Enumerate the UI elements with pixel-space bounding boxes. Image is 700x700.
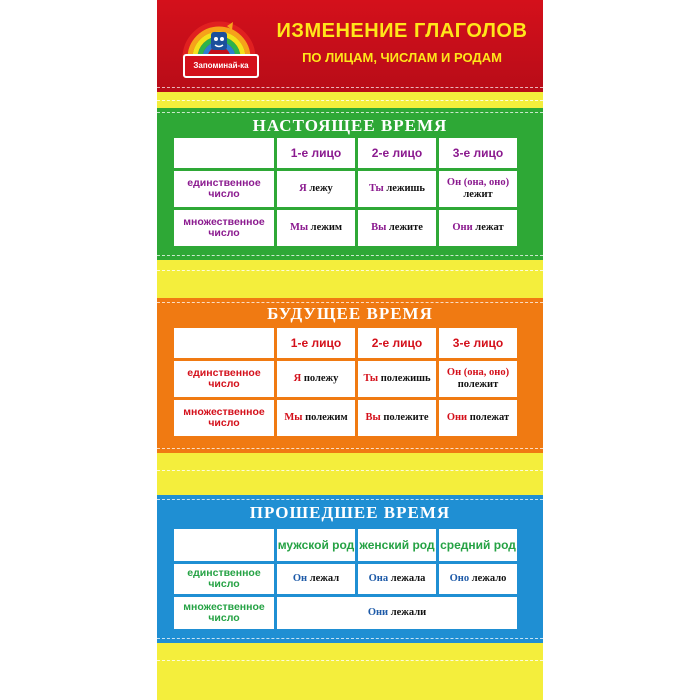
corner-cell xyxy=(174,328,274,358)
table-cell xyxy=(358,564,436,594)
poster-title: ИЗМЕНЕНИЕ ГЛАГОЛОВ xyxy=(276,20,528,42)
verb: лежали xyxy=(390,607,427,618)
section-title: НАСТОЯЩЕЕ ВРЕМЯ xyxy=(252,116,448,135)
past-tense-section xyxy=(157,495,543,643)
table-cell xyxy=(358,361,436,397)
row-label: единственное число xyxy=(174,361,274,397)
stitch-line xyxy=(157,100,543,103)
section-title: ПРОШЕДШЕЕ ВРЕМЯ xyxy=(249,503,451,522)
stitch-line xyxy=(157,270,543,273)
table-cell xyxy=(439,171,517,207)
verb: лежат xyxy=(475,222,504,233)
row-label: множественное число xyxy=(174,210,274,246)
table-cell xyxy=(358,400,436,436)
column-header: 2-е лицо xyxy=(358,138,436,168)
future-tense-section xyxy=(157,298,543,453)
stitch-line xyxy=(157,660,543,663)
logo-label: Запоминай-ка xyxy=(183,54,259,78)
verb: полежат xyxy=(469,412,510,423)
poster-header xyxy=(157,0,543,92)
verb: полежите xyxy=(383,412,429,423)
row-label: единственное число xyxy=(174,564,274,594)
verb: лежим xyxy=(310,222,343,233)
logo-emblem-icon xyxy=(177,18,261,58)
pronoun: Они xyxy=(446,412,468,423)
verb: лежало xyxy=(471,573,507,584)
conjugation-table xyxy=(171,135,520,249)
conjugation-table xyxy=(171,526,520,632)
verb: полежит xyxy=(457,379,499,390)
column-header: 2-е лицо xyxy=(358,328,436,358)
table-cell-merged xyxy=(277,597,517,629)
column-header: 3-е лицо xyxy=(439,328,517,358)
pronoun: Он xyxy=(292,573,308,584)
stitch-line xyxy=(157,470,543,473)
row-label: единственное число xyxy=(174,171,274,207)
pronoun: Вы xyxy=(371,222,387,233)
row-label: множественное число xyxy=(174,400,274,436)
verb: лежите xyxy=(388,222,423,233)
table-cell xyxy=(277,400,355,436)
corner-cell xyxy=(174,138,274,168)
pronoun: Ты xyxy=(363,373,379,384)
table-cell xyxy=(439,210,517,246)
verb: лежу xyxy=(309,183,333,194)
logo xyxy=(177,18,261,80)
table-cell xyxy=(358,171,436,207)
pronoun: Я xyxy=(293,373,302,384)
table-cell xyxy=(439,564,517,594)
table-cell xyxy=(277,171,355,207)
verb: лежишь xyxy=(386,183,425,194)
verb: лежит xyxy=(463,189,493,200)
table-cell xyxy=(358,210,436,246)
conjugation-table xyxy=(171,325,520,439)
verb: полежу xyxy=(303,373,339,384)
verb: лежал xyxy=(309,573,340,584)
pronoun: Я xyxy=(299,183,307,194)
verb: лежала xyxy=(390,573,426,584)
row-label: множественное число xyxy=(174,597,274,629)
column-header: 3-е лицо xyxy=(439,138,517,168)
column-header: 1-е лицо xyxy=(277,328,355,358)
column-header: мужской род xyxy=(277,529,355,561)
table-cell xyxy=(439,361,517,397)
corner-cell xyxy=(174,529,274,561)
present-tense-section xyxy=(157,108,543,260)
poster xyxy=(157,0,543,700)
pronoun: Он (она, оно) xyxy=(446,367,510,378)
pronoun: Мы xyxy=(289,222,309,233)
table-cell xyxy=(277,361,355,397)
pronoun: Она xyxy=(368,573,389,584)
pronoun: Он (она, оно) xyxy=(446,177,510,188)
pronoun: Они xyxy=(367,607,389,618)
column-header: 1-е лицо xyxy=(277,138,355,168)
column-header: средний род xyxy=(439,529,517,561)
verb: полежишь xyxy=(380,373,431,384)
pronoun: Они xyxy=(452,222,473,233)
table-cell xyxy=(439,400,517,436)
column-header: женский род xyxy=(358,529,436,561)
section-title: БУДУЩЕЕ ВРЕМЯ xyxy=(267,304,433,323)
pronoun: Мы xyxy=(284,412,303,423)
pronoun: Оно xyxy=(449,573,470,584)
pronoun: Ты xyxy=(369,183,384,194)
table-cell xyxy=(277,564,355,594)
table-cell xyxy=(277,210,355,246)
pronoun: Вы xyxy=(365,412,381,423)
verb: полежим xyxy=(305,412,348,423)
poster-subtitle: ПО ЛИЦАМ, ЧИСЛАМ И РОДАМ xyxy=(302,50,502,65)
